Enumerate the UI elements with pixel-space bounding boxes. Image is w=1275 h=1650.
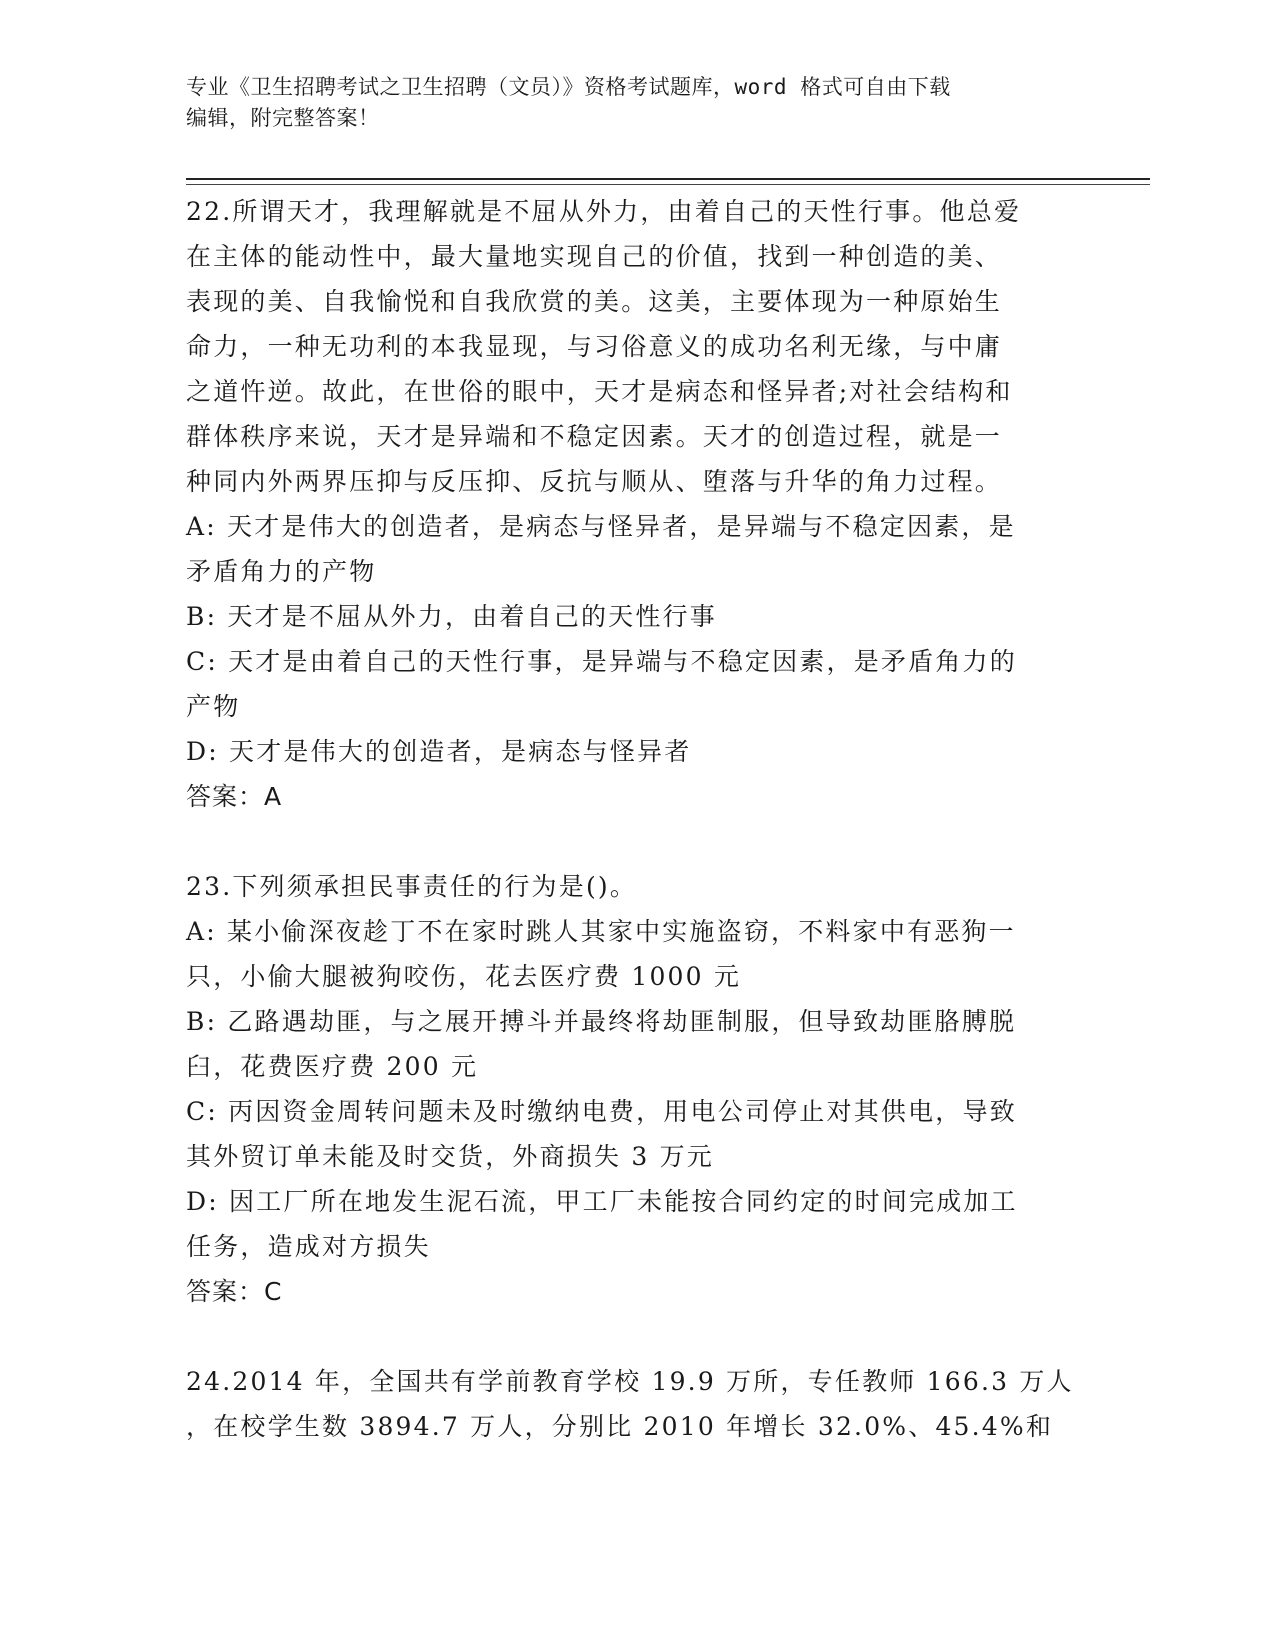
option-a: A: 天才是伟大的创造者，是病态与怪异者，是异端与不稳定因素，是 — [186, 512, 1016, 541]
document-header — [186, 72, 1086, 134]
header-line-1: 专业《卫生招聘考试之卫生招聘（文员）》资格考试题库，word 格式可自由下载 — [186, 75, 951, 99]
question-list — [186, 189, 1086, 1449]
question-stem-line: 在主体的能动性中，最大量地实现自己的价值，找到一种创造的美、 — [186, 242, 1003, 271]
option-b-cont: 臼，花费医疗费 200 元 — [186, 1052, 479, 1081]
question-stem-line: 之道忤逆。故此，在世俗的眼中，天才是病态和怪异者;对社会结构和 — [186, 377, 1013, 406]
option-d: D: 天才是伟大的创造者，是病态与怪异者 — [186, 737, 692, 766]
question-24 — [186, 1359, 1086, 1449]
header-line-2: 编辑，附完整答案！ — [186, 106, 380, 130]
header-divider-thick — [186, 178, 1150, 180]
answer-label: 答案：C — [186, 1277, 283, 1306]
question-stem-line: 22.所谓天才，我理解就是不屈从外力，由着自己的天性行事。他总爱 — [186, 197, 1022, 226]
question-spacer — [186, 819, 1086, 864]
option-b: B: 乙路遇劫匪，与之展开搏斗并最终将劫匪制服，但导致劫匪胳膊脱 — [186, 1007, 1017, 1036]
answer-label: 答案：A — [186, 782, 283, 811]
option-c: C: 丙因资金周转问题未及时缴纳电费，用电公司停止对其供电，导致 — [186, 1097, 1017, 1126]
option-b: B: 天才是不屈从外力，由着自己的天性行事 — [186, 602, 717, 631]
option-d: D: 因工厂所在地发生泥石流，甲工厂未能按合同约定的时间完成加工 — [186, 1187, 1018, 1216]
option-c-cont: 其外贸订单未能及时交货，外商损失 3 万元 — [186, 1142, 715, 1171]
question-spacer — [186, 1314, 1086, 1359]
question-stem-line: 命力，一种无功利的本我显现，与习俗意义的成功名利无缘，与中庸 — [186, 332, 1003, 361]
question-stem-line: ，在校学生数 3894.7 万人，分别比 2010 年增长 32.0%、45.4%和 — [186, 1412, 1054, 1441]
option-a-cont: 只，小偷大腿被狗咬伤，花去医疗费 1000 元 — [186, 962, 742, 991]
option-a-cont: 矛盾角力的产物 — [186, 557, 377, 586]
question-stem-line: 表现的美、自我愉悦和自我欣赏的美。这美，主要体现为一种原始生 — [186, 287, 1003, 316]
option-c: C: 天才是由着自己的天性行事，是异端与不稳定因素，是矛盾角力的 — [186, 647, 1017, 676]
question-stem-line: 群体秩序来说，天才是异端和不稳定因素。天才的创造过程，就是一 — [186, 422, 1003, 451]
option-d-cont: 任务，造成对方损失 — [186, 1232, 431, 1261]
option-c-cont: 产物 — [186, 692, 241, 721]
header-divider-thin — [186, 184, 1150, 185]
question-stem-line: 23.下列须承担民事责任的行为是()。 — [186, 872, 638, 901]
question-23 — [186, 864, 1086, 1314]
question-22 — [186, 189, 1086, 819]
option-a: A: 某小偷深夜趁丁不在家时跳人其家中实施盗窃，不料家中有恶狗一 — [186, 917, 1016, 946]
question-stem-line: 种同内外两界压抑与反压抑、反抗与顺从、堕落与升华的角力过程。 — [186, 467, 1003, 496]
question-stem-line: 24.2014 年，全国共有学前教育学校 19.9 万所，专任教师 166.3 万人 — [186, 1367, 1074, 1396]
